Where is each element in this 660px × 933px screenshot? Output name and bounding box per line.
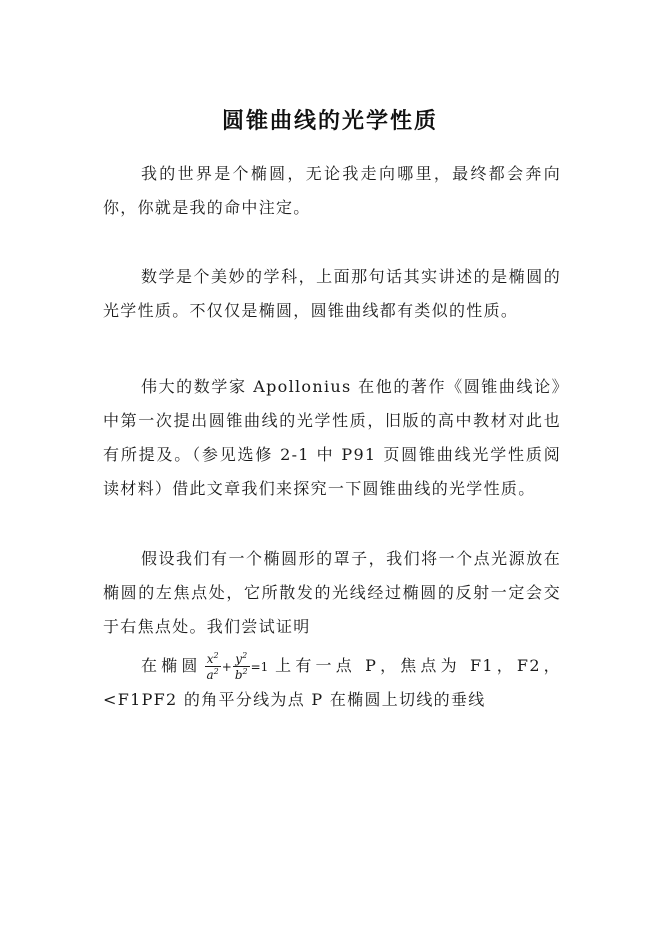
plus-sign: + xyxy=(221,659,232,674)
ellipse-equation-formula xyxy=(205,652,270,681)
paragraph-intro: 我的世界是个椭圆，无论我走向哪里，最终都会奔向你，你就是我的命中注定。 xyxy=(103,164,561,217)
paragraph-light-source: 假设我们有一个椭圆形的罩子，我们将一个点光源放在椭圆的左焦点处，它所散发的光线经过椭圆的反射一定会交于右焦点处。我们尝试证明 xyxy=(103,549,561,636)
paragraph-apollonius: 伟大的数学家 Apollonius 在他的著作《圆锥曲线论》中第一次提出圆锥曲线的光学性质，旧版的高中教材对此也有所提及。（参见选修 2-1 中 P91 页圆锥曲线光学性质阅读材料）借此文章我们来探究一下圆锥曲线的光学性质。 xyxy=(103,377,561,498)
document-title: 圆锥曲线的光学性质 xyxy=(221,108,438,134)
paragraph-ellipse-proof-tail: 上有一点 P，焦点为 F1，F2，<F1PF2 的角平分线为点 P 在椭圆上切线的垂线 xyxy=(103,656,561,709)
equals-one: =1 xyxy=(250,659,269,674)
paragraph-ellipse-proof xyxy=(103,649,561,717)
paragraph-ellipse-proof-lead: 在椭圆 xyxy=(141,656,202,675)
paragraph-math-beauty: 数学是个美妙的学科，上面那句话其实讲述的是椭圆的光学性质。不仅仅是椭圆，圆锥曲线都有类似的性质。 xyxy=(103,267,561,320)
fraction-y: $\frac{y^2}{b^2}$ xyxy=(234,651,248,682)
fraction-x: $\frac{x^2}{a^2}$ xyxy=(206,651,219,682)
